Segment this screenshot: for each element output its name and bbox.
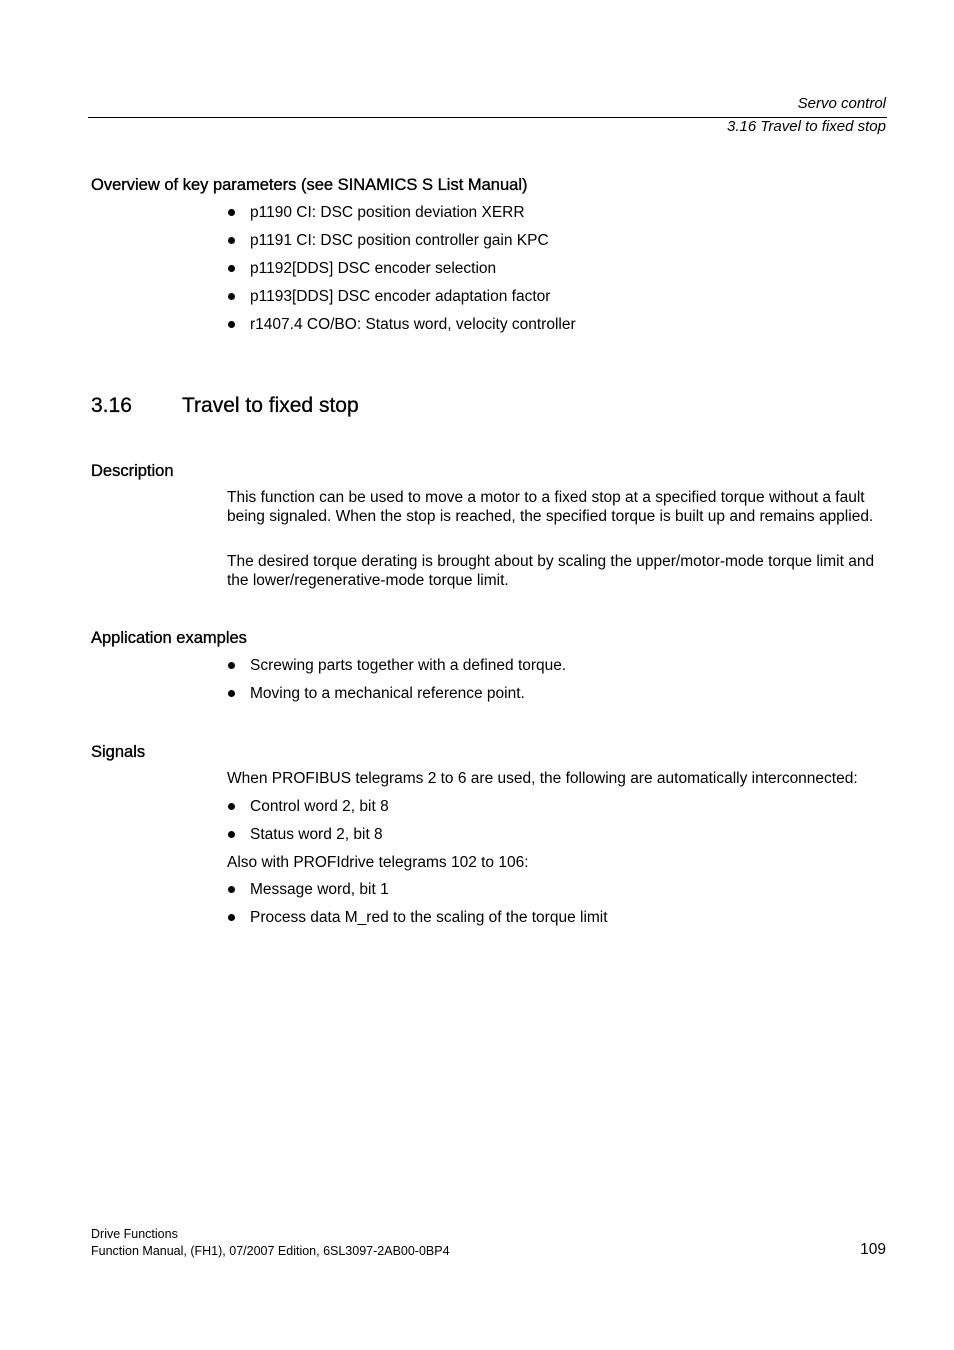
signals-intro-2: Also with PROFIdrive telegrams 102 to 106: xyxy=(227,854,529,871)
footer-title: Drive Functions xyxy=(91,1227,178,1241)
bullet-icon xyxy=(228,321,235,328)
list-item: Moving to a mechanical reference point. xyxy=(227,684,566,712)
description-heading: Description xyxy=(91,462,174,480)
list-item: Screwing parts together with a defined torque. xyxy=(227,656,566,684)
signals-list-1 xyxy=(227,797,389,853)
signals-intro: When PROFIBUS telegrams 2 to 6 are used, the following are automatically interconnected: xyxy=(227,770,858,787)
overview-list xyxy=(227,203,576,343)
bullet-icon xyxy=(228,831,235,838)
bullet-icon xyxy=(228,237,235,244)
bullet-icon xyxy=(228,662,235,669)
list-item: Message word, bit 1 xyxy=(227,880,608,908)
signals-heading: Signals xyxy=(91,743,146,761)
list-item: r1407.4 CO/BO: Status word, velocity controller xyxy=(227,315,576,343)
bullet-icon xyxy=(228,293,235,300)
bullet-icon xyxy=(228,803,235,810)
list-item: p1193[DDS] DSC encoder adaptation factor xyxy=(227,287,576,315)
section-number: 3.16 xyxy=(91,394,132,417)
signals-list-2 xyxy=(227,880,608,936)
bullet-icon xyxy=(228,209,235,216)
bullet-icon xyxy=(228,886,235,893)
description-paragraph-1: This function can be used to move a motor to a fixed stop at a specified torque without a fault being signaled. When the stop is reached, the specified torque is built up and remains applied. xyxy=(227,489,874,525)
list-item: Control word 2, bit 8 xyxy=(227,797,389,825)
application-heading: Application examples xyxy=(91,629,247,647)
list-item: p1191 CI: DSC position controller gain KPC xyxy=(227,231,576,259)
description-paragraph-2: The desired torque derating is brought about by scaling the upper/motor-mode torque limit and the lower/regenerative-mode torque limit. xyxy=(227,553,875,589)
bullet-icon xyxy=(228,914,235,921)
list-item: Status word 2, bit 8 xyxy=(227,825,389,853)
list-item: p1190 CI: DSC position deviation XERR xyxy=(227,203,576,231)
page-number: 109 xyxy=(860,1241,886,1258)
section-title: Travel to fixed stop xyxy=(182,394,359,417)
footer-edition: Function Manual, (FH1), 07/2007 Edition, 6SL3097-2AB00-0BP4 xyxy=(91,1244,450,1258)
list-item: Process data M_red to the scaling of the torque limit xyxy=(227,908,608,936)
bullet-icon xyxy=(228,690,235,697)
bullet-icon xyxy=(228,265,235,272)
overview-heading: Overview of key parameters (see SINAMICS S List Manual) xyxy=(91,176,528,194)
list-item: p1192[DDS] DSC encoder selection xyxy=(227,259,576,287)
header-chapter: Servo control xyxy=(797,95,886,112)
application-list xyxy=(227,656,566,712)
header-section: 3.16 Travel to fixed stop xyxy=(727,118,886,135)
